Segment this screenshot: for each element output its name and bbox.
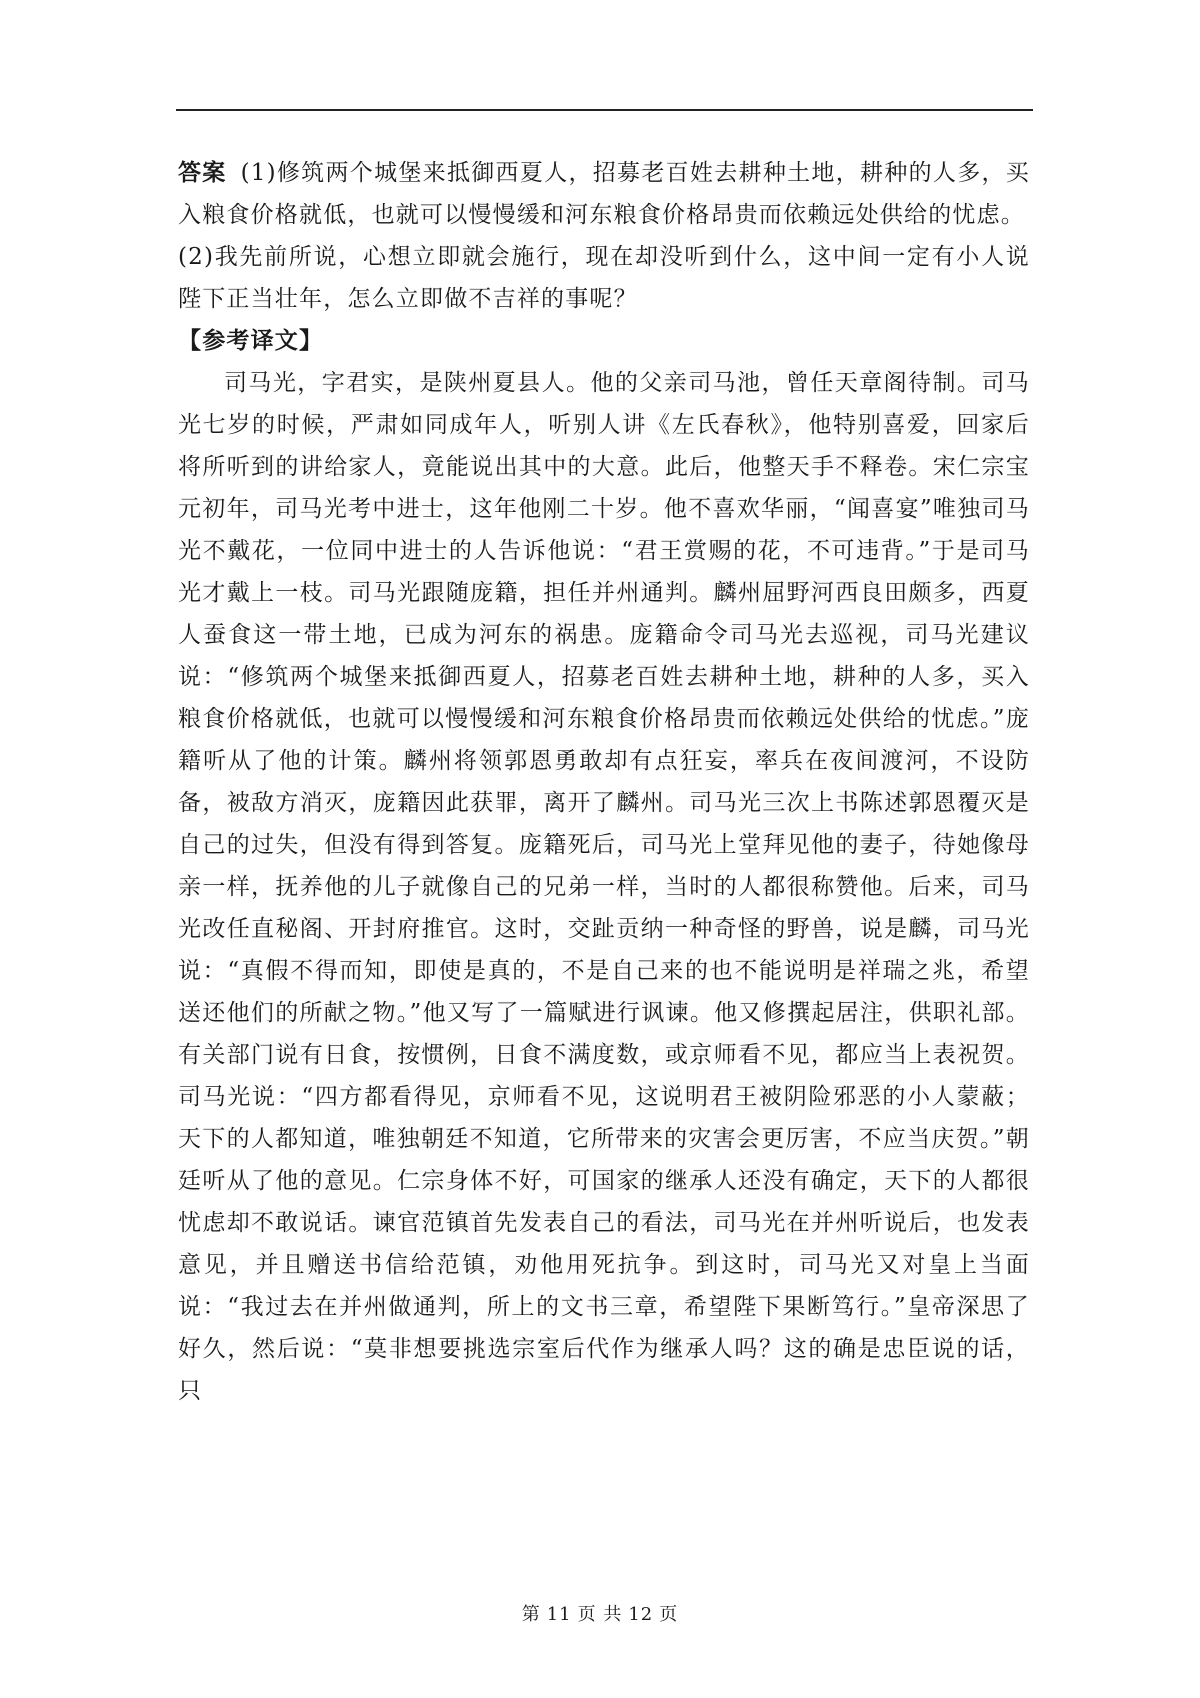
- answer-part-2: (2)我先前所说，心想立即就会施行，现在却没听到什么，这中间一定有小人说陛下正当壮年，怎么立即做不吉祥的事呢？: [178, 244, 1030, 312]
- page-content: [178, 152, 1030, 1412]
- answer-block: [178, 152, 1030, 320]
- header-rule: [176, 109, 1033, 111]
- footer-total-pages: 12: [628, 1604, 654, 1625]
- translation-title: 【参考译文】: [178, 328, 324, 354]
- answer-part-1: (1)修筑两个城堡来抵御西夏人，招募老百姓去耕种土地，耕种的人多，买入粮食价格就低，也就可以慢慢缓和河东粮食价格昂贵而依赖远处供给的忧虑。: [178, 160, 1030, 228]
- page-footer: [0, 1600, 1200, 1626]
- translation-paragraph: 司马光，字君实，是陕州夏县人。他的父亲司马池，曾任天章阁待制。司马光七岁的时候，严肃如同成年人，听别人讲《左氏春秋》，他特别喜爱，回家后将所听到的讲给家人，竟能说出其中的大意。此后，他整天手不释卷。宋仁宗宝元初年，司马光考中进士，这年他刚二十岁。他不喜欢华丽，“闻喜宴”唯独司马光不戴花，一位同中进士的人告诉他说：“君王赏赐的花，不可违背。”于是司马光才戴上一枝。司马光跟随庞籍，担任并州通判。麟州屈野河西良田颇多，西夏人蚕食这一带土地，已成为河东的祸患。庞籍命令司马光去巡视，司马光建议说：“修筑两个城堡来抵御西夏人，招募老百姓去耕种土地，耕种的人多，买入粮食价格就低，也就可以慢慢缓和河东粮食价格昂贵而依赖远处供给的忧虑。”庞籍听从了他的计策。麟州将领郭恩勇敢却有点狂妄，率兵在夜间渡河，不设防备，被敌方消灭，庞籍因此获罪，离开了麟州。司马光三次上书陈述郭恩覆灭是自己的过失，但没有得到答复。庞籍死后，司马光上堂拜见他的妻子，待她像母亲一样，抚养他的儿子就像自己的兄弟一样，当时的人都很称赞他。后来，司马光改任直秘阁、开封府推官。这时，交趾贡纳一种奇怪的野兽，说是麟，司马光说：“真假不得而知，即使是真的，不是自己来的也不能说明是祥瑞之兆，希望送还他们的所献之物。”他又写了一篇赋进行讽谏。他又修撰起居注，供职礼部。有关部门说有日食，按惯例，日食不满度数，或京师看不见，都应当上表祝贺。司马光说：“四方都看得见，京师看不见，这说明君王被阴险邪恶的小人蒙蔽；天下的人都知道，唯独朝廷不知道，它所带来的灾害会更厉害，不应当庆贺。”朝廷听从了他的意见。仁宗身体不好，可国家的继承人还没有确定，天下的人都很忧虑却不敢说话。谏官范镇首先发表自己的看法，司马光在并州听说后，也发表意见，并且赠送书信给范镇，劝他用死抗争。到这时，司马光又对皇上当面说：“我过去在并州做通判，所上的文书三章，希望陛下果断笃行。”皇帝深思了好久，然后说：“莫非想要挑选宗室后代作为继承人吗？这的确是忠臣说的话，只: [178, 370, 1030, 1404]
- footer-prefix: 第: [521, 1604, 541, 1625]
- footer-current-page: 11: [546, 1604, 572, 1625]
- answer-label: 答案: [178, 160, 227, 186]
- footer-suffix: 页: [659, 1604, 679, 1625]
- footer-middle: 页 共: [577, 1604, 623, 1625]
